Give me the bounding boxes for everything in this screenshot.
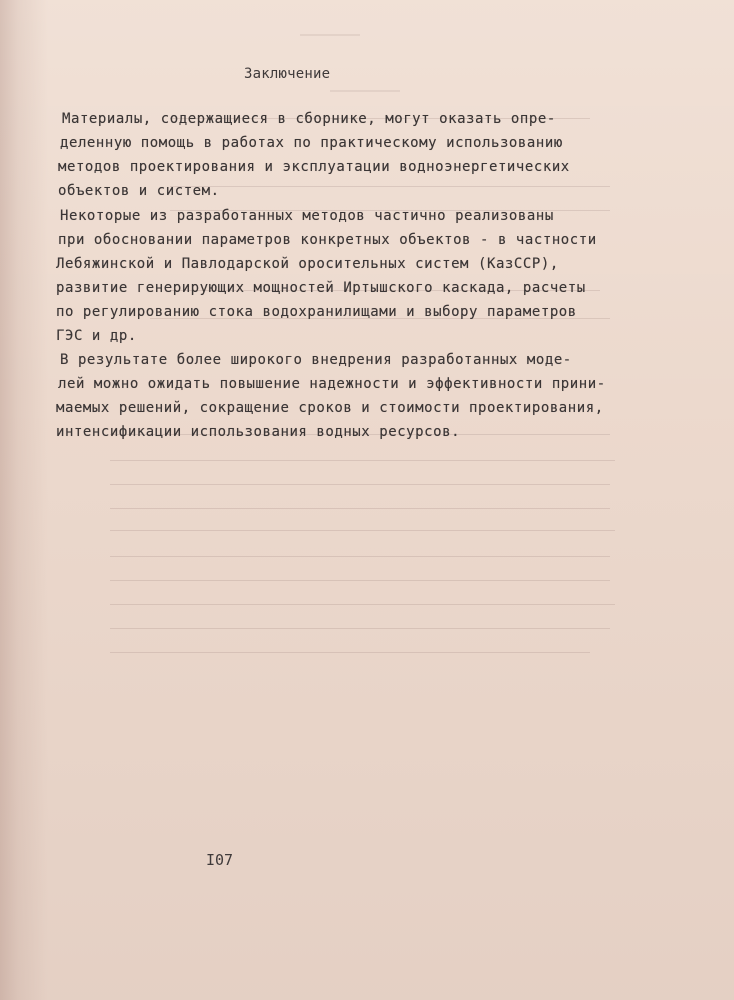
text-line: по регулированию стока водохранилищами и выбору параметров [56, 304, 577, 320]
text-line: Материалы, содержащиеся в сборнике, могут оказать опре- [62, 111, 556, 127]
text-line: лей можно ожидать повышение надежности и эффективности прини- [58, 376, 606, 392]
text-line: деленную помощь в работах по практическому использованию [60, 135, 563, 151]
section-heading: Заключение [244, 66, 331, 82]
text-line: маемых решений, сокращение сроков и стоимости проектирования, [56, 400, 604, 416]
text-line: методов проектирования и эксплуатации водноэнергетических [58, 159, 570, 175]
text-line: В результате более широкого внедрения разработанных моде- [60, 352, 572, 368]
text-line: Некоторые из разработанных методов частично реализованы [60, 208, 554, 224]
text-line: ГЭС и др. [56, 328, 137, 344]
text-line: объектов и систем. [58, 183, 220, 199]
text-line: интенсификации использования водных ресурсов. [56, 424, 461, 440]
text-line: Лебяжинской и Павлодарской оросительных систем (КазССР), [56, 256, 559, 272]
text-line: при обосновании параметров конкретных объектов - в частности [58, 232, 597, 248]
page-number: I07 [206, 851, 234, 869]
text-line: развитие генерирующих мощностей Иртышского каскада, расчеты [56, 280, 586, 296]
